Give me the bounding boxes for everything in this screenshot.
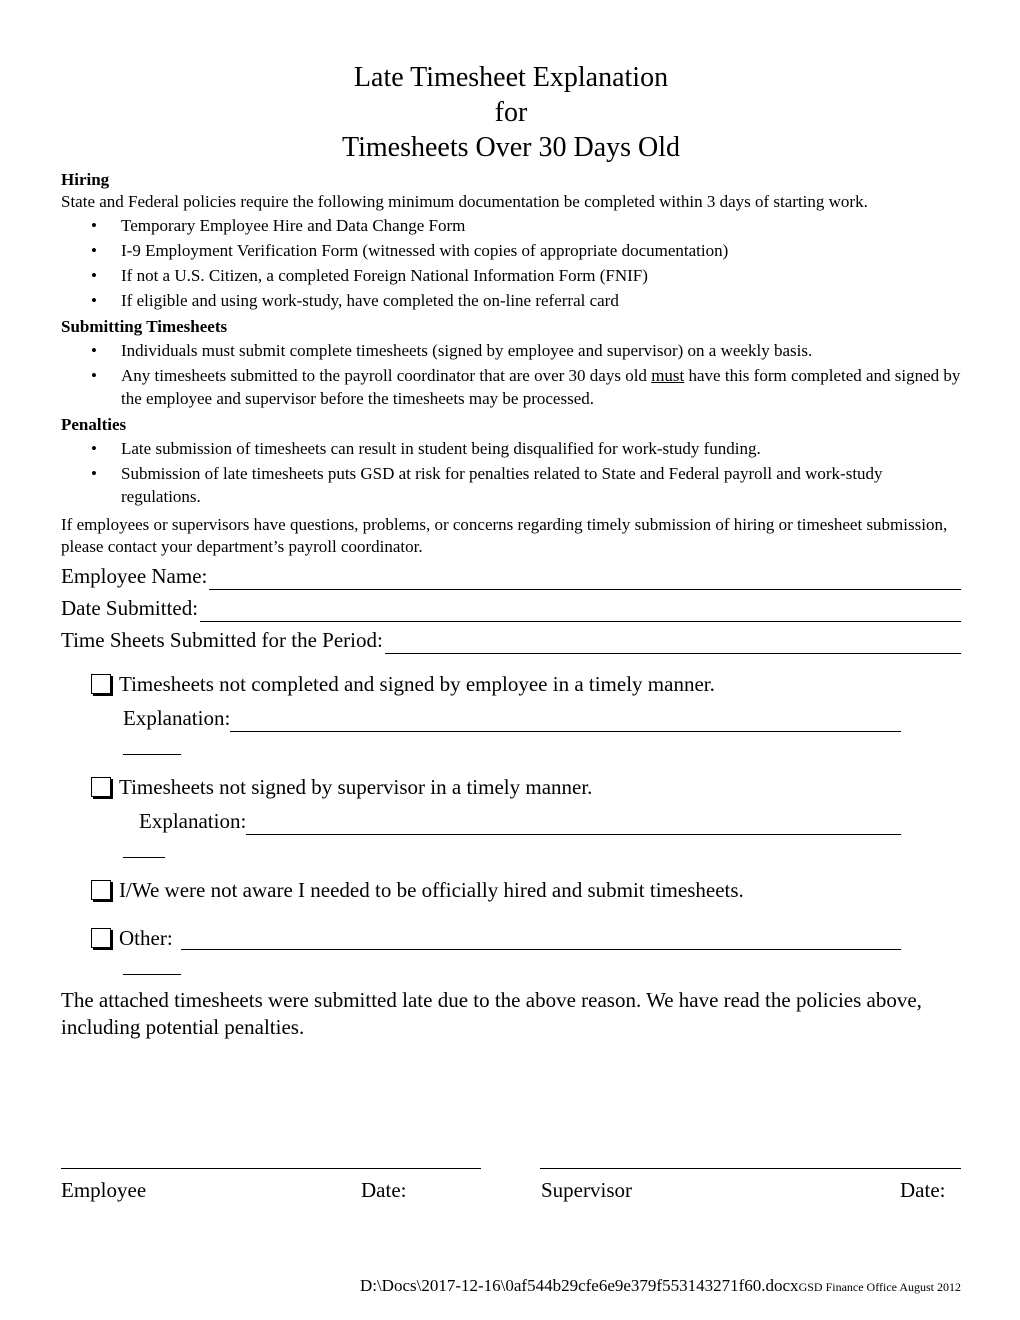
- title-line-1: Late Timesheet Explanation: [353, 62, 669, 93]
- submitting-heading: Submitting Timesheets: [61, 317, 228, 336]
- reason-other-option[interactable]: [91, 924, 901, 952]
- explanation-1-field[interactable]: [123, 704, 901, 732]
- explanation-2-field[interactable]: [139, 807, 901, 835]
- period-field[interactable]: [61, 626, 961, 654]
- file-path: D:\Docs\2017-12-16\0af544b29cfe6e9e379f553143271f60.docx: [359, 1276, 799, 1295]
- checkbox-icon[interactable]: [91, 674, 111, 694]
- list-text: Any timesheets submitted to the payroll coordinator that are over 30 days old: [121, 366, 652, 385]
- employee-label: Employee: [61, 1178, 147, 1202]
- checkbox-icon[interactable]: [91, 880, 111, 900]
- explanation-label: Explanation:: [123, 706, 231, 730]
- period-label: Time Sheets Submitted for the Period:: [61, 628, 383, 652]
- list-item: • I-9 Employment Verification Form (witnessed with copies of appropriate documentation): [121, 239, 961, 262]
- statement: The attached timesheets were submitted late due to the above reason. We have read the policies above, including potential penalties.: [61, 988, 922, 1039]
- reason-other-label: Other:: [119, 926, 173, 950]
- checkbox-icon[interactable]: [91, 777, 111, 797]
- other-line[interactable]: [181, 927, 901, 950]
- footer: [360, 1276, 961, 1296]
- list-item: • If eligible and using work-study, have completed the on-line referral card: [121, 289, 961, 312]
- hiring-heading: Hiring: [61, 170, 110, 189]
- list-item: [121, 364, 961, 410]
- employee-signature-line[interactable]: [61, 1168, 481, 1169]
- reason-employee-label: Timesheets not completed and signed by employee in a timely manner.: [119, 672, 715, 696]
- penalties-heading: Penalties: [61, 415, 127, 434]
- other-continuation[interactable]: [123, 952, 181, 975]
- employee-name-label: Employee Name:: [61, 564, 208, 588]
- checkbox-icon[interactable]: [91, 928, 111, 948]
- explanation-1-continuation[interactable]: [123, 732, 181, 755]
- title-line-3: Timesheets Over 30 Days Old: [341, 132, 681, 163]
- list-text: have this form completed and signed by the employee and supervisor before the timesheets may be processed.: [121, 366, 961, 408]
- hiring-intro: State and Federal policies require the following minimum documentation be completed within 3 days of starting work.: [61, 192, 868, 211]
- supervisor-date-label: Date:: [900, 1178, 946, 1202]
- hiring-list: [61, 214, 961, 312]
- explanation-label: Explanation:: [139, 809, 247, 833]
- explanation-2-continuation[interactable]: [123, 835, 165, 858]
- list-item: • Temporary Employee Hire and Data Change Form: [121, 214, 961, 237]
- reason-supervisor-label: Timesheets not signed by supervisor in a timely manner.: [119, 775, 593, 799]
- supervisor-signature-line[interactable]: [540, 1168, 961, 1169]
- supervisor-label: Supervisor: [541, 1178, 632, 1202]
- signature-lines: [61, 1168, 961, 1170]
- penalties-list: [61, 437, 961, 508]
- list-item: • Individuals must submit complete timesheets (signed by employee and supervisor) on a weekly basis.: [121, 339, 961, 362]
- date-submitted-line[interactable]: [200, 599, 961, 622]
- date-submitted-label: Date Submitted:: [61, 596, 199, 620]
- submitting-list: [61, 339, 961, 410]
- employee-name-field[interactable]: [61, 562, 961, 590]
- title-line-2: for: [494, 97, 528, 128]
- office-note: GSD Finance Office August 2012: [798, 1280, 961, 1294]
- list-item: • If not a U.S. Citizen, a completed Foreign National Information Form (FNIF): [121, 264, 961, 287]
- date-submitted-field[interactable]: [61, 594, 961, 622]
- period-line[interactable]: [385, 631, 961, 654]
- reason-not-aware-label: I/We were not aware I needed to be officially hired and submit timesheets.: [119, 878, 744, 902]
- list-item: • Submission of late timesheets puts GSD at risk for penalties related to State and Federal payroll and work-study regulations.: [121, 462, 961, 508]
- employee-date-label: Date:: [361, 1178, 407, 1202]
- explanation-2-line[interactable]: [246, 812, 901, 835]
- reason-supervisor-option[interactable]: [91, 773, 961, 801]
- list-item: • Late submission of timesheets can result in student being disqualified for work-study funding.: [121, 437, 961, 460]
- emphasis-must: must: [651, 366, 685, 385]
- explanation-1-line[interactable]: [230, 709, 901, 732]
- contact-note: If employees or supervisors have questions, problems, or concerns regarding timely submission of hiring or timesheet submission, please contact your department’s payroll coordinator.: [61, 515, 948, 556]
- reason-employee-option[interactable]: [91, 670, 961, 698]
- document-body: [61, 60, 961, 1041]
- employee-name-line[interactable]: [209, 567, 961, 590]
- reason-not-aware-option[interactable]: [91, 876, 961, 904]
